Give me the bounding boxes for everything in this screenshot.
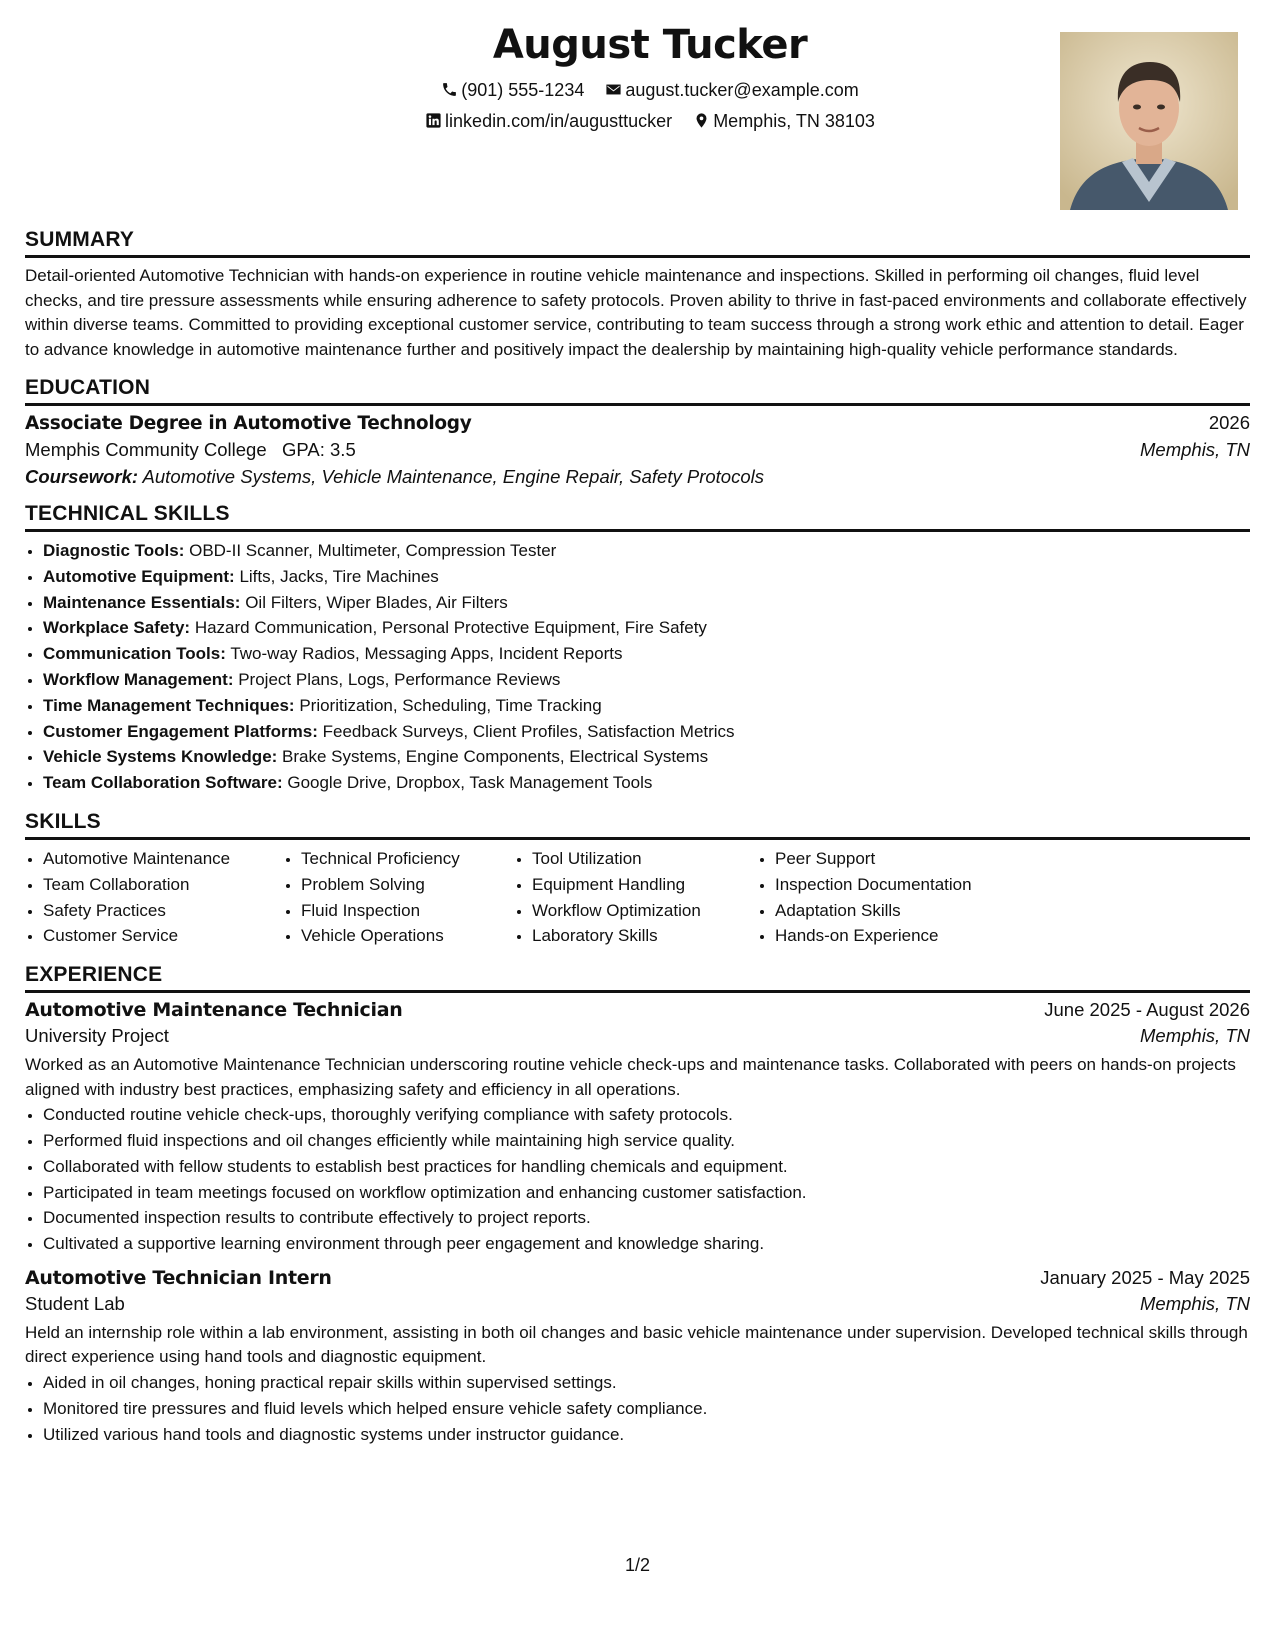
experience-heading: EXPERIENCE xyxy=(25,963,1250,993)
profile-photo xyxy=(1060,32,1238,210)
job-header xyxy=(25,999,1250,1021)
list-item: • Collaborated with fellow students to establish best practices for handling chemicals and equipment. xyxy=(43,1154,1250,1180)
skill-label: Maintenance Essentials: xyxy=(43,592,241,612)
list-item xyxy=(43,744,1250,770)
list-item xyxy=(43,564,1250,590)
location-text: Memphis, TN 38103 xyxy=(713,111,875,131)
skill-value: Two-way Radios, Messaging Apps, Incident Reports xyxy=(230,644,623,664)
technical-skills-heading: TECHNICAL SKILLS xyxy=(25,502,1250,532)
skills-column-3 xyxy=(514,846,757,949)
linkedin-icon xyxy=(425,112,442,129)
phone-icon xyxy=(441,81,458,98)
skill-value: OBD-II Scanner, Multimeter, Compression Tester xyxy=(189,541,557,560)
map-pin-icon xyxy=(693,112,710,129)
skill-value: Google Drive, Dropbox, Task Management Tools xyxy=(287,773,653,793)
skill-value: Project Plans, Logs, Performance Reviews xyxy=(238,669,561,689)
education-row-1 xyxy=(25,412,1250,434)
summary-text: Detail-oriented Automotive Technician with hands-on experience in routine vehicle maintenance and inspections. Skilled in performing oil changes, fluid level checks, and tire pressure assessments while ensuring adherence to safety protocols. Proven ability to thrive in fast-paced environments and collaborate effectively within diverse teams. Committed to providing exceptional customer service, contributing to team success through a strong work ethic and attention to detail. Eager to advance knowledge in automotive maintenance further and positively impact the dealership by maintaining high-quality vehicle performance standards. xyxy=(25,266,1247,359)
list-item: • Documented inspection results to contribute effectively to project reports. xyxy=(43,1205,1250,1231)
linkedin-text[interactable]: linkedin.com/in/augusttucker xyxy=(445,111,673,131)
school-info xyxy=(25,439,356,461)
list-item: • Hands-on Experience xyxy=(775,923,1075,949)
job-bullets xyxy=(25,1370,1250,1447)
education-row-2 xyxy=(25,439,1250,461)
skill-value: Prioritization, Scheduling, Time Tracking xyxy=(299,695,602,715)
summary-heading: SUMMARY xyxy=(25,228,1250,258)
email-text[interactable]: august.tucker@example.com xyxy=(625,80,859,100)
job-description: Held an internship role within a lab environment, assisting in both oil changes and basic vehicle maintenance under supervision. Developed technical skills through direct experience using hand tools and diagnostic equipment. xyxy=(25,1322,1248,1367)
job-location: Memphis, TN xyxy=(1140,1292,1250,1314)
list-item: • Vehicle Operations xyxy=(301,923,514,949)
skill-label: Diagnostic Tools: xyxy=(43,541,185,560)
list-item: • Problem Solving xyxy=(301,872,514,898)
skills-column-4 xyxy=(757,846,1075,949)
technical-skills-list xyxy=(25,538,1250,796)
skill-label: Time Management Techniques: xyxy=(43,695,295,715)
job-location: Memphis, TN xyxy=(1140,1025,1250,1047)
avatar xyxy=(1060,32,1238,210)
job-subheader xyxy=(25,1293,1250,1315)
list-item: • Team Collaboration xyxy=(43,872,283,898)
skill-value: Lifts, Jacks, Tire Machines xyxy=(239,566,439,586)
page-number: 1/2 xyxy=(624,1555,651,1575)
job-dates: January 2025 - May 2025 xyxy=(1040,1266,1250,1288)
degree-title: Associate Degree in Automotive Technology xyxy=(25,413,472,434)
skills-column-2 xyxy=(283,846,514,949)
list-item xyxy=(43,693,1250,719)
job-title: Automotive Maintenance Technician xyxy=(25,999,403,1022)
resume-page xyxy=(25,18,1250,1447)
job-description: Worked as an Automotive Maintenance Technician underscoring routine vehicle check-ups and maintenance tasks. Collaborated with peers on hands-on projects aligned with industry best practices, emphasizing safety and efficiency in all operations. xyxy=(25,1055,1236,1099)
list-item xyxy=(43,770,1250,796)
coursework xyxy=(25,466,1250,488)
job-title: Automotive Technician Intern xyxy=(25,1266,332,1289)
coursework-list: Automotive Systems, Vehicle Maintenance, Engine Repair, Safety Protocols xyxy=(142,466,764,487)
job-subheader xyxy=(25,1025,1250,1047)
skill-value: Brake Systems, Engine Components, Electrical Systems xyxy=(282,747,709,767)
list-item: • Technical Proficiency xyxy=(301,846,514,872)
list-item: • Workflow Optimization xyxy=(532,898,757,924)
list-item: • Inspection Documentation xyxy=(775,872,1075,898)
skills-heading: SKILLS xyxy=(25,810,1250,840)
list-item: • Customer Service xyxy=(43,923,283,949)
skill-label: Automotive Equipment: xyxy=(43,566,235,586)
education-heading: EDUCATION xyxy=(25,376,1250,406)
contact-linkedin[interactable] xyxy=(425,111,672,132)
gpa: GPA: 3.5 xyxy=(282,439,356,460)
list-item: • Utilized various hand tools and diagnostic systems under instructor guidance. xyxy=(43,1422,1250,1448)
list-item: • Laboratory Skills xyxy=(532,923,757,949)
list-item xyxy=(43,719,1250,745)
list-item xyxy=(43,641,1250,667)
list-item: • Cultivated a supportive learning environment through peer engagement and knowledge sharing. xyxy=(43,1231,1250,1257)
list-item xyxy=(43,538,1250,564)
skill-label: Vehicle Systems Knowledge: xyxy=(43,747,278,767)
skill-label: Team Collaboration Software: xyxy=(43,773,283,793)
skill-label: Workplace Safety: xyxy=(43,618,191,638)
skills-grid xyxy=(25,846,1250,949)
job-org: Student Lab xyxy=(25,1292,125,1314)
list-item: • Automotive Maintenance xyxy=(43,846,283,872)
list-item xyxy=(43,667,1250,693)
school-name: Memphis Community College xyxy=(25,439,267,460)
list-item: • Peer Support xyxy=(775,846,1075,872)
school-location: Memphis, TN xyxy=(1140,439,1250,460)
skills-column-1 xyxy=(25,846,283,949)
phone-text: (901) 555-1234 xyxy=(461,80,585,100)
list-item xyxy=(43,590,1250,616)
skill-value: Hazard Communication, Personal Protective Equipment, Fire Safety xyxy=(194,618,707,638)
contact-location xyxy=(693,111,875,132)
envelope-icon xyxy=(605,81,622,98)
list-item: • Adaptation Skills xyxy=(775,898,1075,924)
job-entry xyxy=(25,999,1250,1257)
job-org: University Project xyxy=(25,1025,169,1047)
job-bullets xyxy=(25,1102,1250,1257)
list-item: • Participated in team meetings focused on workflow optimization and enhancing customer satisfaction. xyxy=(43,1180,1250,1206)
list-item: • Tool Utilization xyxy=(532,846,757,872)
skill-label: Workflow Management: xyxy=(43,669,234,689)
skill-value: Oil Filters, Wiper Blades, Air Filters xyxy=(245,592,508,612)
skill-value: Feedback Surveys, Client Profiles, Satisfaction Metrics xyxy=(322,721,735,741)
contact-email[interactable] xyxy=(605,80,858,101)
list-item: • Equipment Handling xyxy=(532,872,757,898)
list-item: • Aided in oil changes, honing practical repair skills within supervised settings. xyxy=(43,1370,1250,1396)
graduation-year: 2026 xyxy=(1208,412,1250,433)
list-item: • Safety Practices xyxy=(43,898,283,924)
coursework-label: Coursework: xyxy=(25,466,139,487)
list-item xyxy=(43,615,1250,641)
list-item: • Monitored tire pressures and fluid levels which helped ensure vehicle safety compliance. xyxy=(43,1396,1250,1422)
job-entry xyxy=(25,1267,1250,1447)
resume-header xyxy=(25,18,1250,214)
contact-phone xyxy=(441,80,584,101)
skill-label: Communication Tools: xyxy=(43,644,226,664)
job-dates: June 2025 - August 2026 xyxy=(1044,999,1250,1021)
list-item: • Performed fluid inspections and oil changes efficiently while maintaining high service quality. xyxy=(43,1128,1250,1154)
candidate-name: August Tucker xyxy=(492,22,808,68)
list-item: • Fluid Inspection xyxy=(301,898,514,924)
job-header xyxy=(25,1267,1250,1289)
skill-label: Customer Engagement Platforms: xyxy=(43,721,318,741)
list-item: • Conducted routine vehicle check-ups, thoroughly verifying compliance with safety protocols. xyxy=(43,1102,1250,1128)
